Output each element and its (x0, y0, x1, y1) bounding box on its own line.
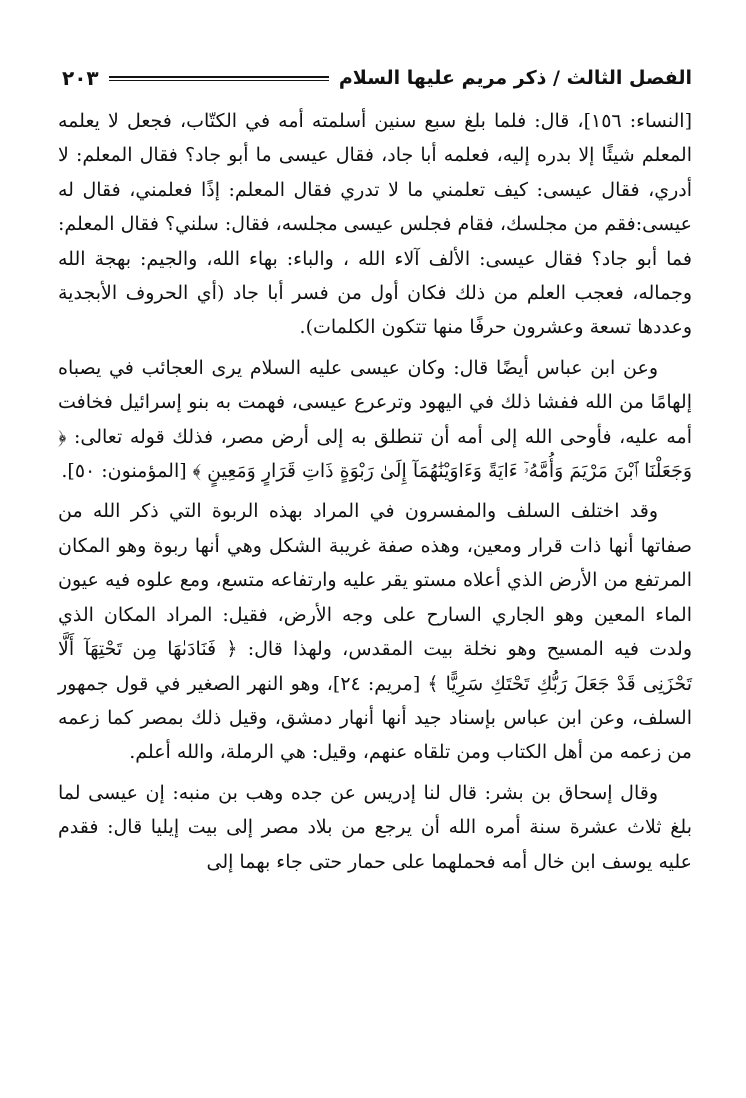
page-header (62, 58, 692, 98)
header-rule (109, 76, 329, 81)
page-number: ٢٠٣ (62, 66, 99, 90)
paragraph-4: وقال إسحاق بن بشر: قال لنا إدريس عن جده وهب بن منبه: إن عيسى لما بلغ ثلاث عشرة سنة أمره الله أن يرجع من بلاد مصر إلى بيت إيليا قال: فقدم عليه يوسف ابن خال أمه فحملهما على حمار حتى جاء بهما إلى (58, 781, 692, 873)
paragraph-2: وعن ابن عباس أيضًا قال: وكان عيسى عليه السلام يرى العجائب في يصباه إلهامًا من الله ففشا ذلك في اليهود وترعرع عيسى، فهمت به بنو إسرائيل فخافت أمه عليه، فأوحى الله إلى أمه أن تنطلق به إلى أرض مصر، فذلك قوله تعالى: ﴿ وَجَعَلْنَا ٱبْنَ مَرْيَمَ وَأُمَّهُۥٓ ءَايَةً وَءَاوَيْنَٰهُمَآ إِلَىٰ رَبْوَةٍ ذَاتِ قَرَارٍ وَمَعِينٍ ﴾ [المؤمنون: ٥٠]. (58, 356, 692, 483)
paragraph-1: [النساء: ١٥٦]، قال: فلما بلغ سبع سنين أسلمته أمه في الكتّاب، فجعل لا يعلمه المعلم شيئًا إلا بدره إليه، فعلمه أبا جاد، فقال عيسى ما أبو جاد؟ فقال المعلم: لا أدري، فقال عيسى: كيف تعلمني ما لا تدري فقال المعلم: إذًا فعلمني، فقال له عيسى:فقم من مجلسك، فقام فجلس عيسى مجلسه، فقال: سلني؟ فقال المعلم: فما أبو جاد؟ فقال عيسى: الألف آلاء الله ، والباء: بهاء الله، والجيم: بهجة الله وجماله، فعجب العلم من ذلك فكان أول من فسر أبا جاد (أي الحروف الأبجدية وعددها تسعة وعشرون حرفًا منها تتكون الكلمات). (58, 110, 692, 339)
body-text (58, 104, 692, 879)
chapter-title: الفصل الثالث / ذكر مريم عليها السلام (338, 67, 692, 89)
paragraph-3: وقد اختلف السلف والمفسرون في المراد بهذه الربوة التي ذكر الله من صفاتها أنها ذات قرار ومعين، وهذه صفة غريبة الشكل وهي أنها ربوة وهو المكان المرتفع من الأرض الذي أعلاه مستو يقر عليه وارتفاعه متسع، ومع علوه فيه عيون الماء المعين وهو الجاري السارح على وجه الأرض، فقيل: المراد المكان الذي ولدت فيه المسيح وهو نخلة بيت المقدس، ولهذا قال: ﴿ فَنَادَىٰهَا مِن تَحْتِهَآ أَلَّا تَحْزَنِى قَدْ جَعَلَ رَبُّكِ تَحْتَكِ سَرِيًّا ﴾ [مريم: ٢٤]، وهو النهر الصغير في قول جمهور السلف، وعن ابن عباس بإسناد جيد أنها أنهار دمشق، وقيل ذلك بمصر كما زعمه من زعمه من أهل الكتاب ومن تلقاه عنهم، وقيل: هي الرملة، والله أعلم. (58, 500, 692, 764)
